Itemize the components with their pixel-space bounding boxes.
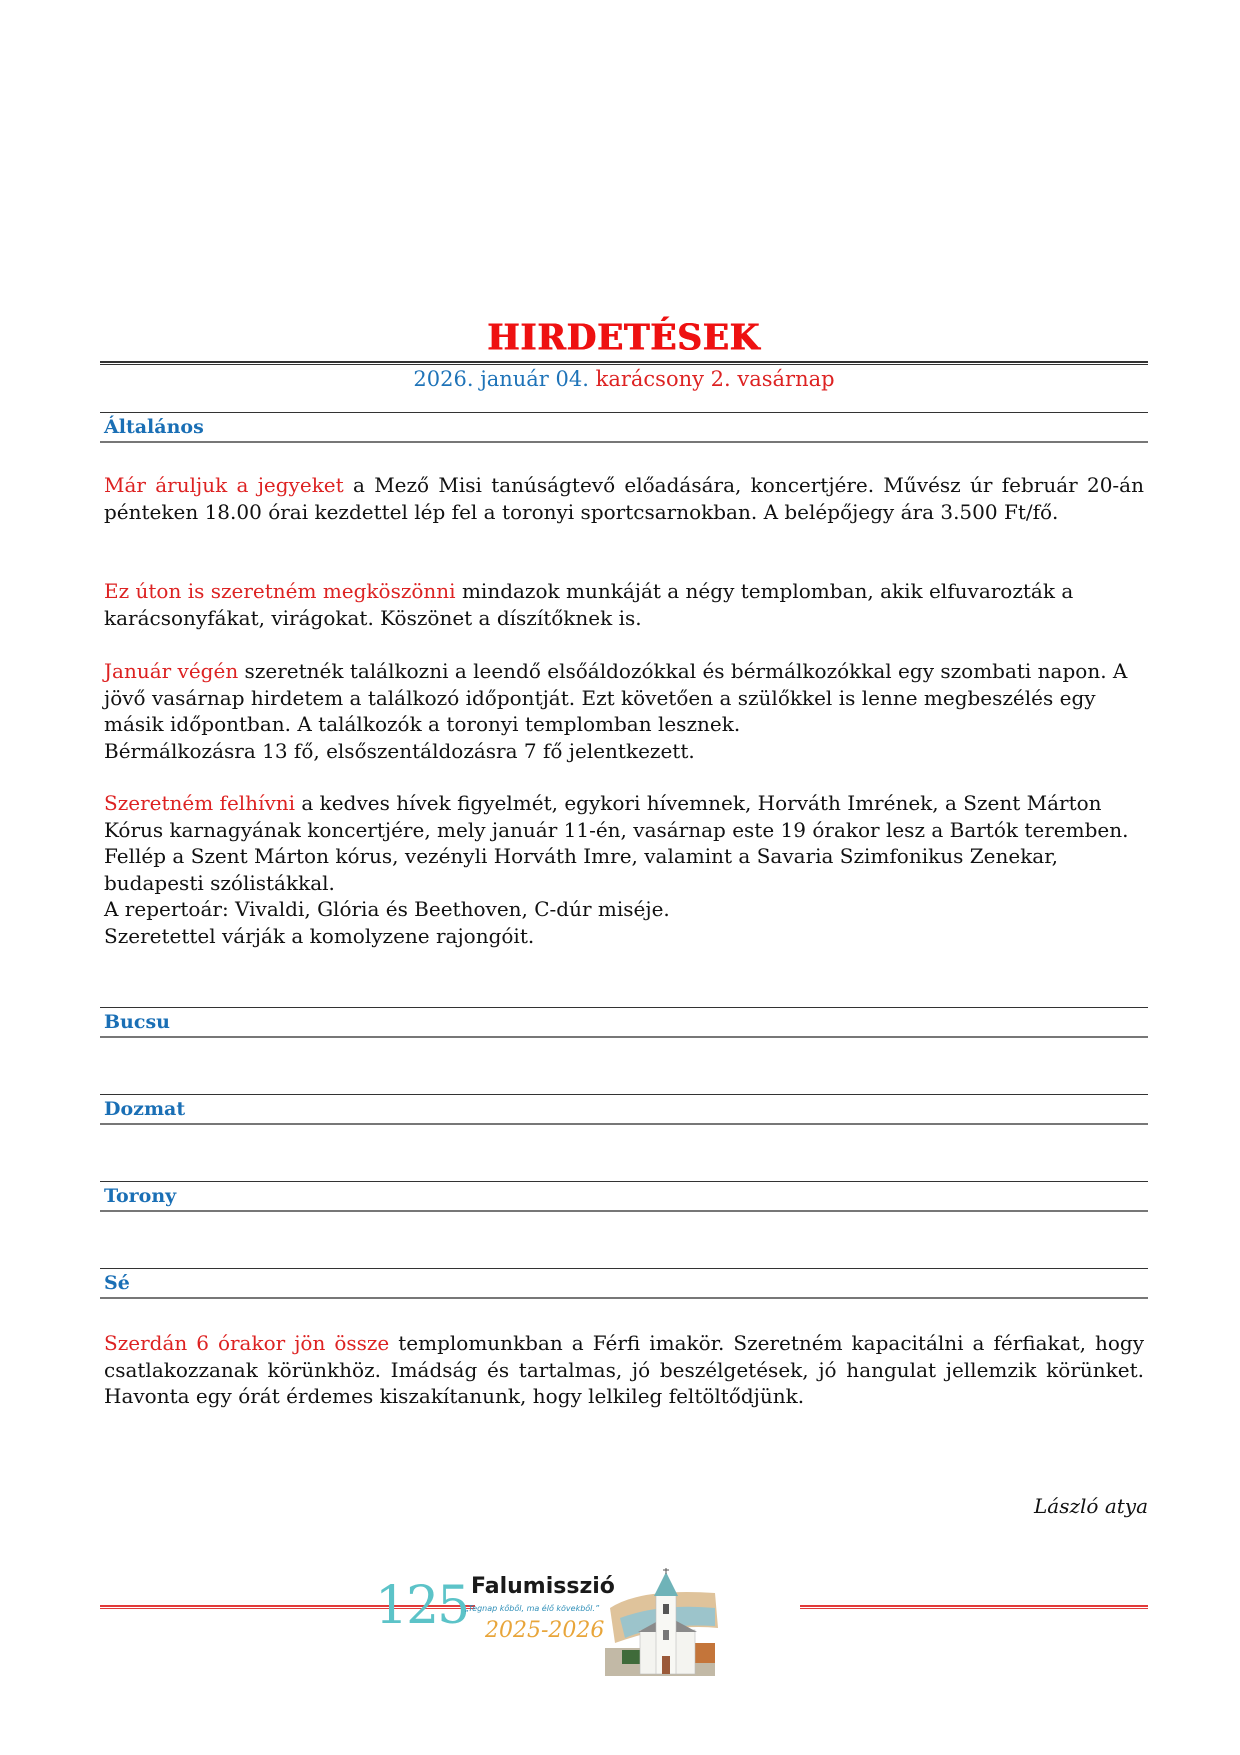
logo-name: Falumisszió (471, 1574, 615, 1599)
logo-years: 2025-2026 (485, 1618, 605, 1643)
section-heading-label: Sé (104, 1272, 130, 1294)
body-text: Bérmálkozásra 13 fő, elsőszentáldozásra 7 fő jelentkezett. (104, 738, 695, 763)
section-heading-label: Bucsu (104, 1011, 170, 1033)
body-text: mindazok munkáját a négy templomban, akik elfuvarozták a karácsonyfákat, virágokat. Köszönet a díszítőknek is. (104, 579, 1074, 630)
highlight-text: Szeretném felhívni (104, 791, 296, 815)
date-line (100, 367, 1148, 391)
section-heading-dozmat (100, 1094, 1148, 1125)
page-title: HIRDETÉSEK (487, 317, 761, 359)
body-text: szeretnék találkozni a leendő elsőáldozókkal és bérmálkozókkal egy szombati napon. A jövő vasárnap hirdetem a találkozó időpontját. Ezt követően a szülőkkel is lenne megbeszélés egy másik időpontban. A találkozók a toronyi templomban lesznek. (104, 659, 1128, 736)
date-text: 2026. január 04. (413, 367, 589, 391)
section-heading-label: Dozmat (104, 1098, 186, 1120)
section-heading-torony (100, 1181, 1148, 1212)
body-text: A repertoár: Vivaldi, Glória és Beethoven, C-dúr miséje. (104, 897, 670, 921)
title-divider (100, 361, 1148, 365)
highlight-text: Szerdán 6 órakor jön össze (104, 1331, 390, 1355)
section-heading-se (100, 1268, 1148, 1299)
announcement-tickets (104, 472, 1144, 525)
highlight-text: Ez úton is szeretném megköszönni (104, 579, 456, 603)
section-heading-bucsu (100, 1007, 1148, 1038)
body-text: Fellép a Szent Márton kórus, vezényli Horváth Imre, valamint a Savaria Szimfonikus Zenekar, budapesti szólistákkal. (104, 844, 1058, 895)
announcement-concert (104, 790, 1144, 949)
body-text: a Mező Misi tanúságtevő előadására, koncertjére. Művész úr február 20-án pénteken 18.00 órai kezdettel lép fel a toronyi sportcsarnokban. A belépőjegy ára 3.500 Ft/fő. (104, 473, 1144, 524)
highlight-text: Január végén (104, 659, 239, 683)
section-heading-label: Általános (104, 416, 204, 438)
announcement-first-communion (104, 658, 1144, 764)
occasion-text: karácsony 2. vasárnap (595, 367, 835, 391)
falumisszio-logo (375, 1568, 805, 1678)
body-text: Szeretettel várják a komolyzene rajongóit. (104, 923, 535, 948)
body-text: templomunkban a Férfi imakör. Szeretném kapacitálni a férfiakat, hogy csatlakozzanak körünkhöz. Imádság és tartalmas, jó beszélgetések, jó hangulat jellemzik körünket. Havonta egy órát érdemes kiszakítanunk, hogy lelkileg feltöltődjünk. (104, 1331, 1144, 1408)
section-heading-label: Torony (104, 1185, 177, 1207)
announcement-thanks (104, 578, 1144, 631)
logo-number: 125 (375, 1576, 469, 1636)
announcement-mens-prayer (104, 1330, 1144, 1410)
church-icon (600, 1568, 720, 1676)
footer-divider-right (800, 1605, 1148, 1609)
section-heading-altalanos (100, 412, 1148, 443)
body-text: a kedves hívek figyelmét, egykori hívemnek, Horváth Imrének, a Szent Márton Kórus karnagyának koncertjére, mely január 11-én, vasárnap este 19 órakor lesz a Bartók teremben. (104, 791, 1129, 842)
logo-motto: „Tegnap kőből, ma élő kövekből.” (465, 1604, 600, 1613)
signature: László atya (1034, 1494, 1148, 1518)
highlight-text: Már áruljuk a jegyeket (104, 473, 344, 497)
